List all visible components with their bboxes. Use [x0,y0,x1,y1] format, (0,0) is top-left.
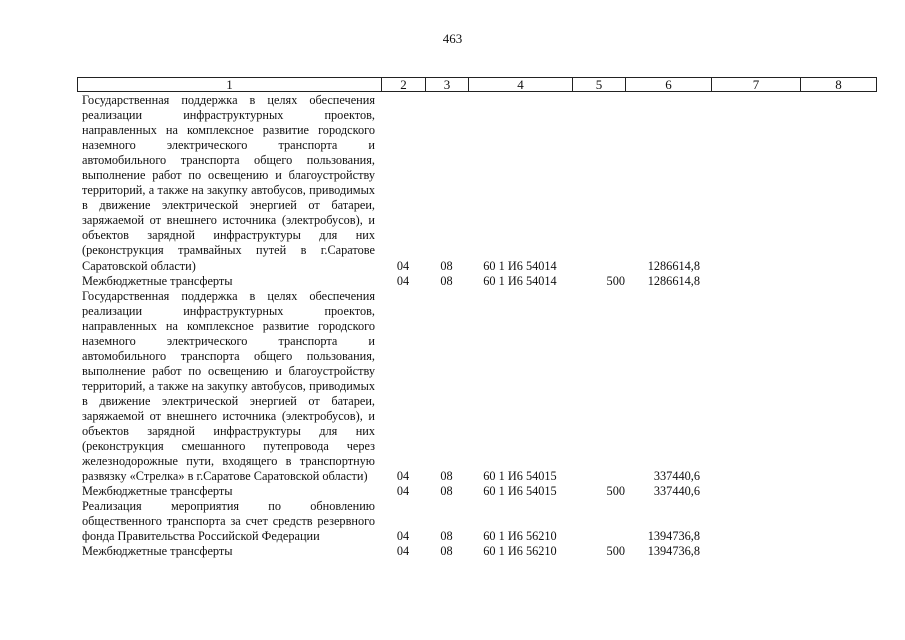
row-amount: 1394736,8 [647,529,700,544]
row-target-code: 60 1 И6 54015 [483,469,557,484]
row-amount: 1394736,8 [647,544,700,559]
row-target-code: 60 1 И6 54014 [483,258,557,273]
row-subsection-code: 08 [440,273,453,288]
row-amount: 1286614,8 [647,258,700,273]
row-description: Государственная поддержка в целях обеспечения реализации инфраструктурных проектов, направленных на комплексное развитие городского наземного электрического транспорта и автомобильного транспорта общего пользования, выполнение работ по освещению и благоустройству территорий, а также на закупку автобусов, приводимых в движение электрической энергией от батареи, заряжаемой от внешнего источника (электробусов), и объектов зарядной инфраструктуры для них (реконструкция трамвайных путей в г.Саратове Саратовской области) [82,93,375,273]
page-number: 463 [442,31,463,46]
row-section-code: 04 [396,529,410,544]
row-target-code: 60 1 И6 56210 [483,544,557,559]
header-col-3: 3 [426,78,469,92]
header-row [78,78,877,92]
row-subsection-code: 08 [440,469,453,484]
table-row [0,274,905,289]
row-description: Межбюджетные трансферты [82,273,233,288]
row-description: Государственная поддержка в целях обеспечения реализации инфраструктурных проектов, направленных на комплексное развитие городского наземного электрического транспорта и автомобильного транспорта общего пользования, выполнение работ по освещению и благоустройству территорий, а также на закупку автобусов, приводимых в движение электрической энергией от батареи, заряжаемой от внешнего источника (электробусов), и объектов зарядной инфраструктуры для них (реконструкция смешанного путепровода через железнодорожные пути, входящего в транспортную развязку «Стрелка» в г.Саратове Саратовской области) [82,288,375,484]
header-col-5: 5 [573,78,626,92]
row-target-code: 60 1 И6 54014 [483,273,557,288]
row-subsection-code: 08 [440,258,453,273]
row-description: Межбюджетные трансферты [82,544,233,559]
row-expense-type: 500 [606,273,625,288]
table-row [0,499,905,544]
table-row [0,289,905,485]
row-section-code: 04 [396,544,410,559]
row-target-code: 60 1 И6 56210 [483,529,557,544]
row-subsection-code: 08 [440,544,453,559]
row-description: Реализация мероприятия по обновлению общественного транспорта за счет средств резервного фонда Правительства Российской Федерации [82,499,375,544]
row-subsection-code: 08 [440,529,453,544]
row-section-code: 04 [396,469,410,484]
row-target-code: 60 1 И6 54015 [483,484,557,499]
column-header-table [77,77,877,92]
row-expense-type: 500 [606,544,625,559]
row-subsection-code: 08 [440,484,453,499]
row-description: Межбюджетные трансферты [82,484,233,499]
header-col-6: 6 [626,78,712,92]
table-row [0,544,905,559]
table-body [0,93,905,559]
header-col-1: 1 [78,78,382,92]
row-section-code: 04 [396,484,410,499]
header-col-7: 7 [712,78,801,92]
row-amount: 337440,6 [653,469,700,484]
table-row [0,484,905,499]
row-section-code: 04 [396,273,410,288]
header-col-8: 8 [801,78,877,92]
row-amount: 337440,6 [653,484,700,499]
table-row [0,93,905,274]
header-col-4: 4 [469,78,573,92]
header-col-2: 2 [382,78,426,92]
row-amount: 1286614,8 [647,273,700,288]
row-section-code: 04 [396,258,410,273]
row-expense-type: 500 [606,484,625,499]
